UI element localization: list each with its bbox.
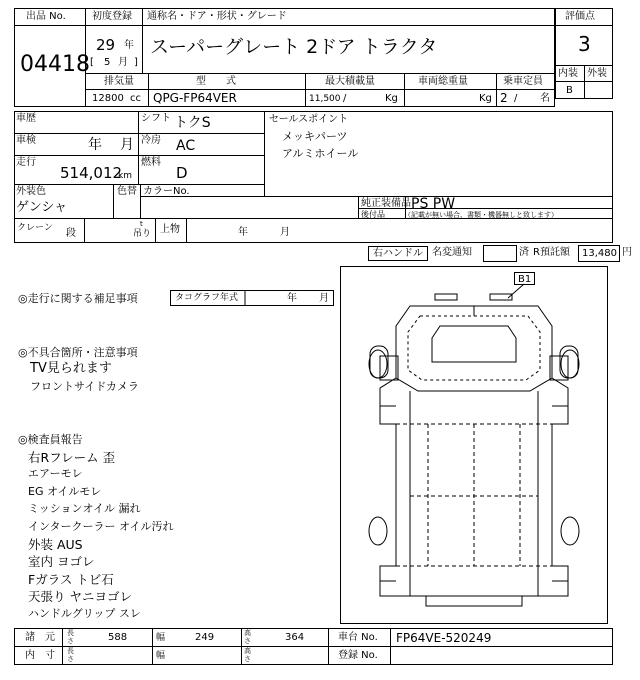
aftermarket-note: （記載が無い場合、書類・機器無しと致します） <box>404 211 558 219</box>
inspector-item: Fガラス トビ石 <box>28 571 114 587</box>
fuel-label: 燃料 <box>141 157 161 168</box>
height-label-a: 高 <box>244 629 251 637</box>
int-height-label-a: 高 <box>244 647 251 655</box>
history-label: 車歴 <box>16 113 36 124</box>
crane-ton-t: t <box>140 220 143 228</box>
equipment-value: PS PW <box>411 196 456 212</box>
handle-box <box>368 246 428 261</box>
chassis-value: FP64VE-520249 <box>396 631 492 645</box>
max-load-label: 最大積載量 <box>325 76 375 87</box>
fuel-value: D <box>176 164 188 182</box>
model-code: QPG-FP64VER <box>153 91 237 105</box>
chassis-label: 車台 No. <box>338 632 378 643</box>
loading-month-unit: 月 <box>280 227 290 238</box>
length-label-b: さ <box>67 637 74 645</box>
ac-label: 冷房 <box>141 135 161 146</box>
inspection-year-unit: 年 <box>88 137 102 153</box>
length-label-a: 長 <box>67 629 74 637</box>
recycle-box <box>578 245 620 262</box>
aftermarket-label: 後付品 <box>361 210 385 219</box>
defect-item-2: フロントサイドカメラ <box>30 380 139 393</box>
reg-label: 登録 No. <box>338 650 378 661</box>
name-change-label: 名変通知 <box>432 247 472 258</box>
color-no-label: カラーNo. <box>143 186 190 197</box>
sales-point-2: アルミホイール <box>282 147 359 160</box>
loading-year-unit: 年 <box>238 227 248 238</box>
inspector-item: ハンドルグリップ スレ <box>28 606 141 620</box>
inspector-item: ミッションオイル 漏れ <box>28 502 141 516</box>
shift-label: シフト <box>141 113 171 124</box>
int-length-label-b: さ <box>67 655 74 663</box>
length-value: 588 <box>108 632 128 643</box>
int-height-label-b: さ <box>244 655 251 663</box>
color-label: 外装色 <box>16 186 46 197</box>
mileage-label: 走行 <box>16 157 36 168</box>
equipment-label: 純正装備品 <box>361 198 411 209</box>
inspection-month-unit: 月 <box>120 137 134 153</box>
recycle-amount: 13,480 <box>582 248 617 259</box>
tacho-month-unit: 月 <box>319 293 329 304</box>
inspector-item: EG オイルモレ <box>28 484 102 498</box>
recycle-mark: 済 <box>519 247 529 258</box>
exterior-label: 外装 <box>587 68 607 79</box>
height-value: 364 <box>285 632 305 643</box>
inspector-item: エアーモレ <box>28 467 83 481</box>
color-change-label: 色替 <box>117 186 137 197</box>
inspection-label: 車検 <box>16 135 36 146</box>
capacity-unit: 名 <box>540 93 550 104</box>
vehicle-condition-diagram <box>340 266 608 624</box>
tacho-box <box>170 290 334 306</box>
inspector-item: 右Rフレーム 歪 <box>28 450 116 465</box>
reg-month-unit: 月 <box>118 57 128 68</box>
loading-label: 上物 <box>160 224 180 235</box>
crane-label: クレーン <box>17 223 53 233</box>
capacity-slash: / <box>514 93 518 104</box>
model-label: 型 式 <box>196 76 236 87</box>
dims-label: 諸 元 <box>25 632 55 643</box>
max-load-slash: / <box>343 93 347 104</box>
bracket-open: [ <box>90 57 94 68</box>
handle-value: 右ハンドル <box>373 248 423 259</box>
capacity-label: 乗車定員 <box>503 76 543 87</box>
running-notes-label: ◎走行に関する補足事項 <box>18 292 138 305</box>
inspector-item: インタークーラー オイル汚れ <box>28 519 174 533</box>
height-label-b: さ <box>244 637 251 645</box>
score-value: 3 <box>578 32 591 56</box>
capacity-value: 2 <box>500 91 508 105</box>
int-width-label: 幅 <box>156 651 166 661</box>
bracket-close: ] <box>134 57 138 68</box>
lot-number: 04418 <box>20 52 90 77</box>
lot-label: 出品 No. <box>26 11 66 22</box>
sales-point-label: セールスポイント <box>269 114 349 125</box>
crane-stage-unit: 段 <box>66 228 76 239</box>
tacho-divider <box>244 290 246 306</box>
displacement-unit: cc <box>130 93 141 104</box>
displacement-value: 12800 <box>92 93 124 104</box>
inspector-item: 天張り ヤニヨゴレ <box>28 589 132 605</box>
defects-label: ◎不具合箇所・注意事項 <box>18 346 138 359</box>
width-label: 幅 <box>156 633 166 643</box>
inspector-item: 室内 ヨゴレ <box>28 554 95 570</box>
mileage-value: 514,012 <box>60 164 123 182</box>
b1-marker-label: B1 <box>518 274 532 285</box>
max-load-kg: Kg <box>385 93 398 104</box>
gross-weight-label: 車両総重量 <box>418 76 468 87</box>
recycle-label: R預託額 <box>533 247 570 258</box>
score-label: 評価点 <box>565 11 595 22</box>
width-value: 249 <box>195 632 215 643</box>
interior-dims-label: 内 寸 <box>25 650 55 661</box>
interior-grade: B <box>566 85 573 96</box>
ac-value: AC <box>176 138 196 154</box>
reg-year-unit: 年 <box>124 40 134 51</box>
max-load-value: 11,500 <box>309 94 341 104</box>
color-value: ゲンシャ <box>16 200 68 215</box>
reg-year: 29 <box>96 36 116 54</box>
tacho-label: タコグラフ年式 <box>175 293 239 303</box>
inspector-label: ◎検査員報告 <box>18 433 83 446</box>
crane-ton-suffix: 吊り <box>133 229 152 239</box>
car-name: スーパーグレート 2ドア トラクタ <box>150 36 438 58</box>
tacho-year-unit: 年 <box>287 293 297 304</box>
mileage-unit: km <box>118 171 132 181</box>
sales-point-1: メッキパーツ <box>282 130 348 143</box>
reg-month: 5 <box>104 57 111 68</box>
gross-weight-kg: Kg <box>479 93 492 104</box>
shift-value: トクS <box>174 115 211 131</box>
yen-unit: 円 <box>622 247 632 258</box>
inspector-item: 外装 AUS <box>28 536 83 552</box>
defect-item-1: TV見られます <box>30 361 112 376</box>
displacement-label: 排気量 <box>104 76 134 87</box>
inspector-list <box>28 448 328 622</box>
name-change-box <box>483 245 517 262</box>
model-desc-label: 通称名・ドア・形状・グレード <box>147 11 287 22</box>
int-length-label-a: 長 <box>67 647 74 655</box>
first-reg-label: 初度登録 <box>92 11 132 22</box>
interior-label: 内装 <box>558 68 578 79</box>
